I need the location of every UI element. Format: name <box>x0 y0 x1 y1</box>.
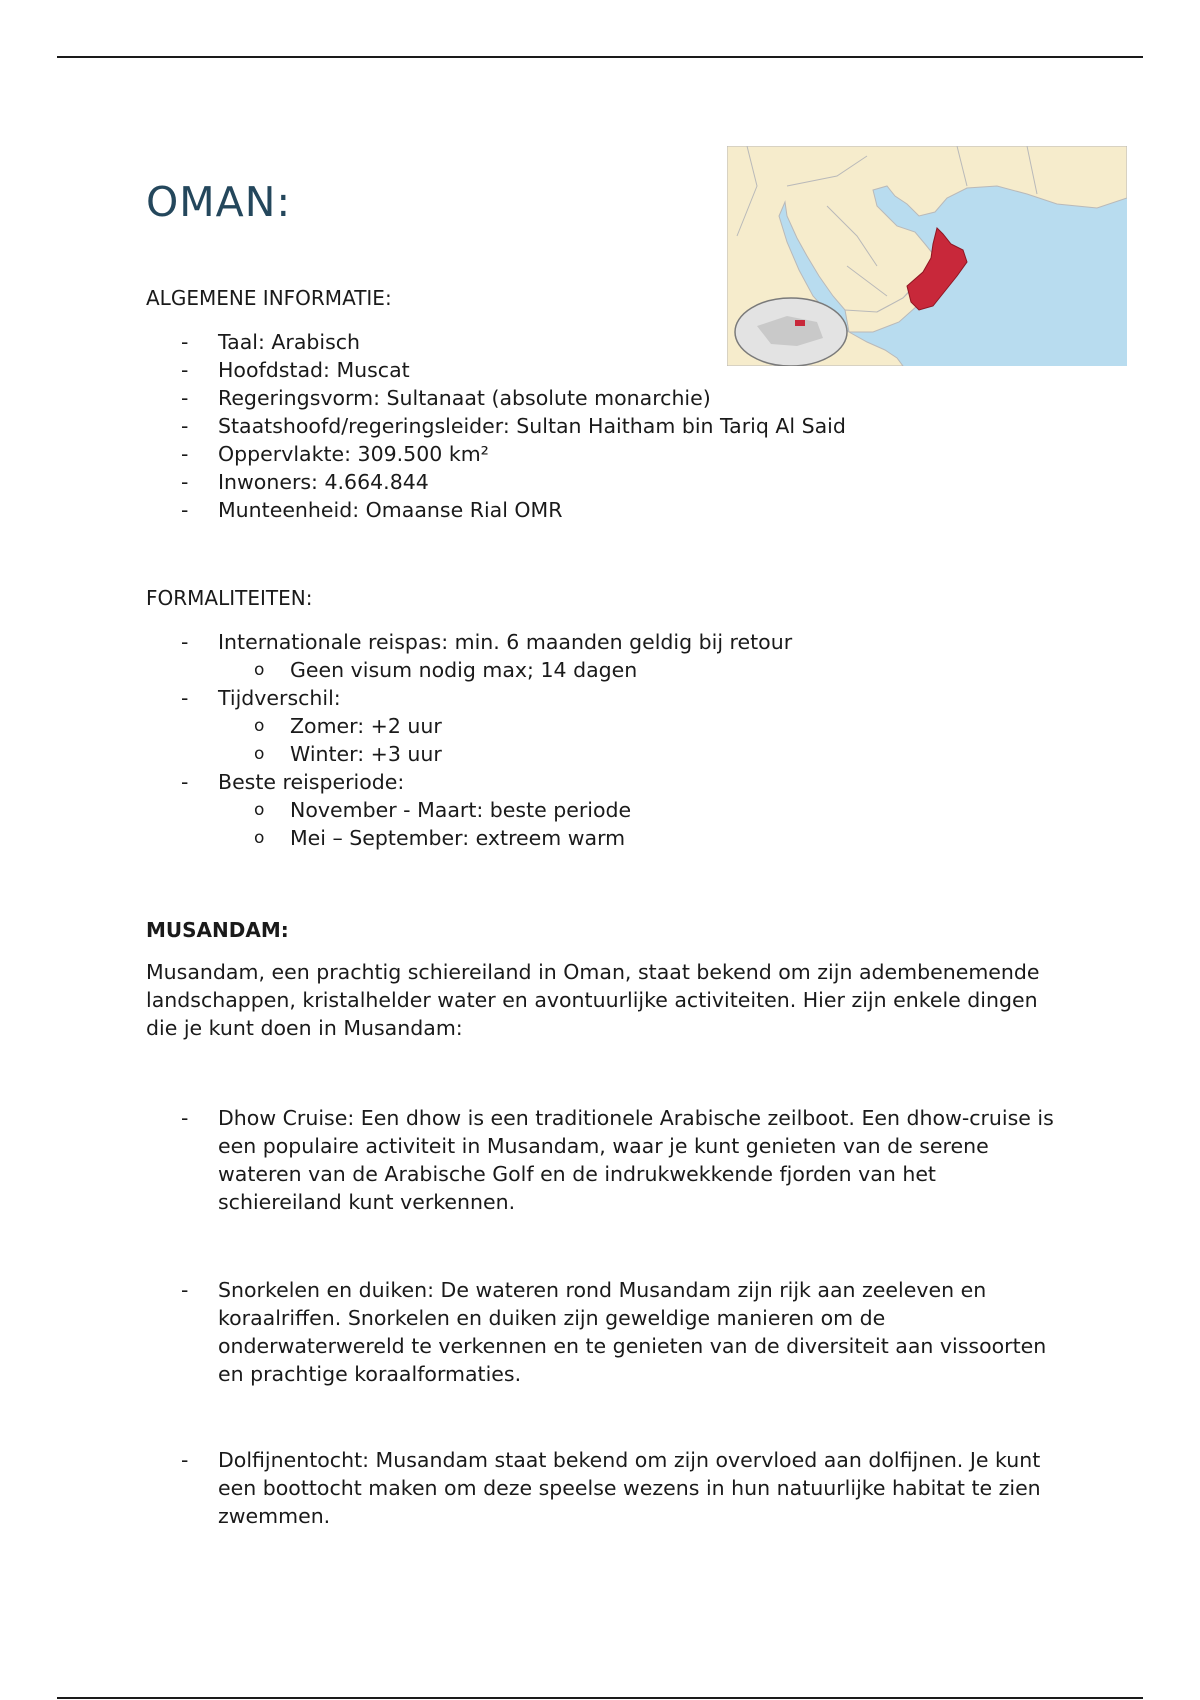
dash-bullet: - <box>181 686 189 710</box>
sub-list <box>218 796 1078 852</box>
activity-list <box>0 1446 1200 1530</box>
activity-list <box>0 1276 1200 1388</box>
section-heading-formaliteiten: FORMALITEITEN: <box>146 586 313 610</box>
section-heading-musandam: MUSANDAM: <box>146 918 289 942</box>
sub-list-item: o November - Maart: beste periode <box>254 798 632 822</box>
list-item: - Tijdverschil: o Zomer: +2 uur o Winter: +3 uur <box>0 684 1078 768</box>
list-item: - Regeringsvorm: Sultanaat (absolute monarchie) <box>181 386 711 410</box>
list-item: - Dolfijnentocht: Musandam staat bekend om zijn overvloed aan dolfijnen. Je kunt een boottocht maken om deze speelse wezens in hun natuurlijke habitat te zien zwemmen. <box>181 1448 1041 1528</box>
algemene-list <box>0 328 1200 524</box>
sub-list <box>218 712 1078 768</box>
circle-bullet: o <box>254 744 265 764</box>
bottom-rule <box>57 1697 1143 1699</box>
dash-bullet: - <box>181 470 189 494</box>
list-item: - Snorkelen en duiken: De wateren rond Musandam zijn rijk aan zeeleven en koraalriffen. Snorkelen en duiken zijn geweldige manieren om de onderwaterwereld te verkennen en te genieten van de diversiteit aan vissoorten en prachtige koraalformaties. <box>181 1278 1047 1386</box>
list-item: - Internationale reispas: min. 6 maanden geldig bij retour o Geen visum nodig max; 14 dagen <box>0 628 1078 684</box>
formaliteiten-list <box>0 628 1200 852</box>
dash-bullet: - <box>181 498 189 522</box>
dash-bullet: - <box>181 330 189 354</box>
dash-bullet: - <box>181 1448 189 1472</box>
sub-list-item: o Mei – September: extreem warm <box>254 826 626 850</box>
circle-bullet: o <box>254 660 265 680</box>
page-title: OMAN: <box>146 178 292 226</box>
sub-list-item: o Geen visum nodig max; 14 dagen <box>254 658 638 682</box>
list-item: - Beste reisperiode: o November - Maart: beste periode o Mei – September: extreem warm <box>0 768 1078 852</box>
list-item: - Munteenheid: Omaanse Rial OMR <box>181 498 563 522</box>
circle-bullet: o <box>254 800 265 820</box>
circle-bullet: o <box>254 716 265 736</box>
dash-bullet: - <box>181 1106 189 1130</box>
dash-bullet: - <box>181 358 189 382</box>
dash-bullet: - <box>181 630 189 654</box>
sub-list <box>218 656 1078 684</box>
sub-list-item: o Zomer: +2 uur <box>254 714 442 738</box>
dash-bullet: - <box>181 770 189 794</box>
list-item: - Hoofdstad: Muscat <box>181 358 410 382</box>
section-heading-algemene: ALGEMENE INFORMATIE: <box>146 286 392 310</box>
dash-bullet: - <box>181 414 189 438</box>
list-item: - Oppervlakte: 309.500 km² <box>181 442 489 466</box>
activity-list <box>0 1104 1200 1216</box>
dash-bullet: - <box>181 1278 189 1302</box>
sub-list-item: o Winter: +3 uur <box>254 742 442 766</box>
top-rule <box>57 56 1143 58</box>
list-item: - Dhow Cruise: Een dhow is een traditionele Arabische zeilboot. Een dhow-cruise is een populaire activiteit in Musandam, waar je kunt genieten van de serene wateren van de Arabische Golf en de indrukwekkende fjorden van het schiereiland kunt verkennen. <box>181 1106 1054 1214</box>
map-globe-marker <box>795 320 805 326</box>
list-item: - Taal: Arabisch <box>181 330 361 354</box>
dash-bullet: - <box>181 442 189 466</box>
circle-bullet: o <box>254 828 265 848</box>
list-item: - Inwoners: 4.664.844 <box>181 470 429 494</box>
list-item: - Staatshoofd/regeringsleider: Sultan Haitham bin Tariq Al Said <box>181 414 846 438</box>
musandam-intro: Musandam, een prachtig schiereiland in Oman, staat bekend om zijn adembenemende landschappen, kristalhelder water en avontuurlijke activiteiten. Hier zijn enkele dingen die je kunt doen in Musandam: <box>146 960 1040 1040</box>
dash-bullet: - <box>181 386 189 410</box>
